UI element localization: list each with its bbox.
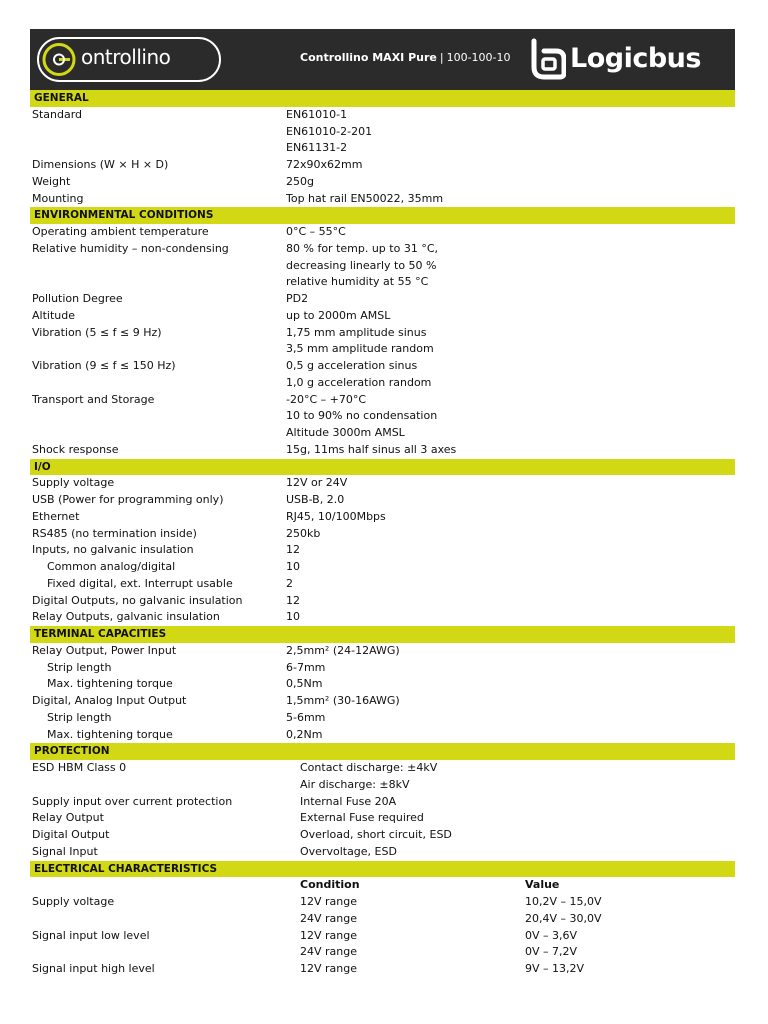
section-title: PROTECTION [34,745,110,758]
spec-value: 0,2Nm [286,727,323,741]
section-header [30,90,735,107]
spec-value: 0°C – 55°C [286,225,346,238]
spec-value: -20°C – +70°C [286,392,367,406]
spec-label: Max. tightening torque [47,727,173,741]
spec-row [30,392,735,409]
spec-label: ESD HBM Class 0 [32,761,127,774]
spec-row [30,140,735,157]
spec-label: Digital Outputs, no galvanic insulation [32,593,243,607]
section-title: ELECTRICAL CHARACTERISTICS [34,862,218,875]
spec-row [30,794,735,811]
spec-value: 80 % for temp. up to 31 °C, [286,241,438,255]
logicbus-logo-mark-icon [530,37,566,81]
spec-value: 6-7mm [286,660,326,674]
spec-row [30,760,735,777]
column-header-condition: Condition [300,878,360,892]
spec-value: 1,75 mm amplitude sinus [286,325,427,339]
spec-row [30,727,735,744]
spec-label: Supply voltage [32,476,115,490]
spec-value-range: 10,2V – 15,0V [525,895,602,908]
spec-row [30,844,735,861]
logicbus-logo [530,35,722,85]
spec-row [30,509,735,526]
spec-row [30,810,735,827]
spec-label: Operating ambient temperature [32,225,209,238]
spec-row [30,911,735,928]
spec-label: Pollution Degree [32,292,123,305]
spec-value: 12V range [300,962,358,975]
spec-label: Altitude [32,308,75,322]
spec-value: Overvoltage, ESD [300,844,397,858]
controllino-logo [37,37,221,82]
spec-value: External Fuse required [300,811,424,825]
spec-row [30,475,735,492]
controllino-brand-text: ontrollino [81,45,171,69]
spec-value: EN61010-2-201 [286,124,373,138]
spec-row [30,928,735,945]
spec-value: 12V or 24V [286,476,348,490]
spec-label: USB (Power for programming only) [32,493,224,506]
spec-value: 24V range [300,911,358,925]
spec-label: Relative humidity – non-condensing [32,241,229,255]
spec-row [30,676,735,693]
spec-row [30,944,735,961]
spec-label: Transport and Storage [32,392,155,406]
spec-label: Relay Outputs, galvanic insulation [32,610,220,624]
spec-row [30,593,735,610]
spec-value: 2,5mm² (24-12AWG) [286,643,400,657]
spec-label: Supply input over current protection [32,794,233,808]
spec-row [30,492,735,509]
spec-row [30,827,735,844]
spec-value: 0,5 g acceleration sinus [286,359,418,372]
product-title [300,51,511,64]
product-code: 100-100-10 [446,51,511,64]
spec-value: 10 [286,610,300,624]
spec-row [30,693,735,710]
spec-value: Altitude 3000m AMSL [286,426,405,439]
spec-label: Signal input high level [32,962,155,975]
spec-row [30,308,735,325]
spec-value-range: 20,4V – 30,0V [525,911,602,925]
spec-row [30,710,735,727]
spec-row [30,442,735,459]
spec-label: Inputs, no galvanic insulation [32,543,194,557]
spec-value: 12V range [300,895,358,908]
spec-value: EN61131-2 [286,141,348,155]
spec-row [30,425,735,442]
spec-value: 250g [286,174,314,188]
spec-label: Signal Input [32,844,98,858]
spec-row [30,325,735,342]
section-header [30,207,735,224]
spec-row [30,643,735,660]
spec-value: USB-B, 2.0 [286,493,345,506]
spec-row [30,660,735,677]
spec-label: Dimensions (W × H × D) [32,158,169,171]
spec-value-range: 9V – 13,2V [525,962,585,975]
section-title: ENVIRONMENTAL CONDITIONS [34,209,214,222]
spec-label: Strip length [47,660,112,674]
section-title: TERMINAL CAPACITIES [34,628,167,640]
spec-row [30,408,735,425]
section-header [30,459,735,476]
product-name: Controllino MAXI Pure [300,51,437,64]
spec-label: Signal input low level [32,928,150,942]
spec-value: Contact discharge: ±4kV [300,761,438,774]
spec-value: 15g, 11ms half sinus all 3 axes [286,442,457,456]
spec-value: 5-6mm [286,710,326,724]
spec-value: 3,5 mm amplitude random [286,342,434,356]
spec-row [30,258,735,275]
title-separator: | [439,51,444,64]
spec-value-range: 0V – 3,6V [525,928,578,942]
column-header-row [30,877,735,894]
spec-value: Overload, short circuit, ESD [300,828,452,841]
spec-value: PD2 [286,292,309,305]
spec-row [30,358,735,375]
spec-label: Common analog/digital [47,560,176,573]
spec-row [30,241,735,258]
spec-label: Relay Output [32,811,104,825]
spec-value: 1,0 g acceleration random [286,375,432,389]
spec-value: Top hat rail EN50022, 35mm [286,191,444,205]
spec-label: Vibration (5 ≤ f ≤ 9 Hz) [32,325,162,339]
spec-label: Ethernet [32,509,80,523]
column-header-value: Value [525,878,560,892]
spec-label: Digital, Analog Input Output [32,694,187,707]
spec-row [30,157,735,174]
specification-table [30,90,735,978]
spec-row [30,559,735,576]
spec-label: Shock response [32,442,119,456]
spec-value: 10 [286,560,300,573]
spec-value: 12 [286,543,300,557]
spec-row [30,894,735,911]
spec-label: RS485 (no termination inside) [32,526,197,540]
spec-label: Max. tightening torque [47,677,173,691]
spec-label: Relay Output, Power Input [32,643,177,657]
spec-label: Supply voltage [32,895,115,908]
section-header [30,743,735,760]
spec-row [30,291,735,308]
spec-value: relative humidity at 55 °C [286,275,429,289]
spec-row [30,609,735,626]
spec-value: 12 [286,593,300,607]
spec-row [30,777,735,794]
spec-label: Fixed digital, ext. Interrupt usable [47,576,233,590]
spec-row [30,224,735,241]
spec-row [30,124,735,141]
spec-value: Internal Fuse 20A [300,794,397,808]
spec-row [30,542,735,559]
spec-label: Mounting [32,191,84,205]
spec-value: 72x90x62mm [286,158,363,171]
spec-label: Vibration (9 ≤ f ≤ 150 Hz) [32,359,176,372]
spec-label: Weight [32,174,71,188]
spec-row [30,526,735,543]
spec-value: 0,5Nm [286,677,323,691]
spec-value: 1,5mm² (30-16AWG) [286,694,400,707]
spec-row [30,576,735,593]
spec-row [30,274,735,291]
spec-row [30,341,735,358]
spec-label: Standard [32,107,83,121]
spec-row [30,191,735,208]
section-title: GENERAL [34,92,89,104]
spec-value: 250kb [286,526,321,540]
section-header [30,861,735,878]
spec-value: Air discharge: ±8kV [300,777,410,791]
spec-row [30,375,735,392]
spec-value: 10 to 90% no condensation [286,409,438,423]
spec-value: EN61010-1 [286,107,348,121]
spec-label: Digital Output [32,828,110,841]
section-header [30,626,735,643]
logicbus-brand-text: Logicbus [570,43,701,74]
spec-value-range: 0V – 7,2V [525,945,578,959]
document-header [30,29,735,90]
spec-value: up to 2000m AMSL [286,308,391,322]
spec-row [30,107,735,124]
spec-value: RJ45, 10/100Mbps [286,509,386,523]
spec-value: 24V range [300,945,358,959]
spec-row [30,961,735,978]
spec-value: 12V range [300,928,358,942]
spec-row [30,174,735,191]
spec-label: Strip length [47,710,112,724]
spec-value: decreasing linearly to 50 % [286,258,437,272]
section-title: I/O [34,460,51,473]
spec-value: 2 [286,576,293,590]
